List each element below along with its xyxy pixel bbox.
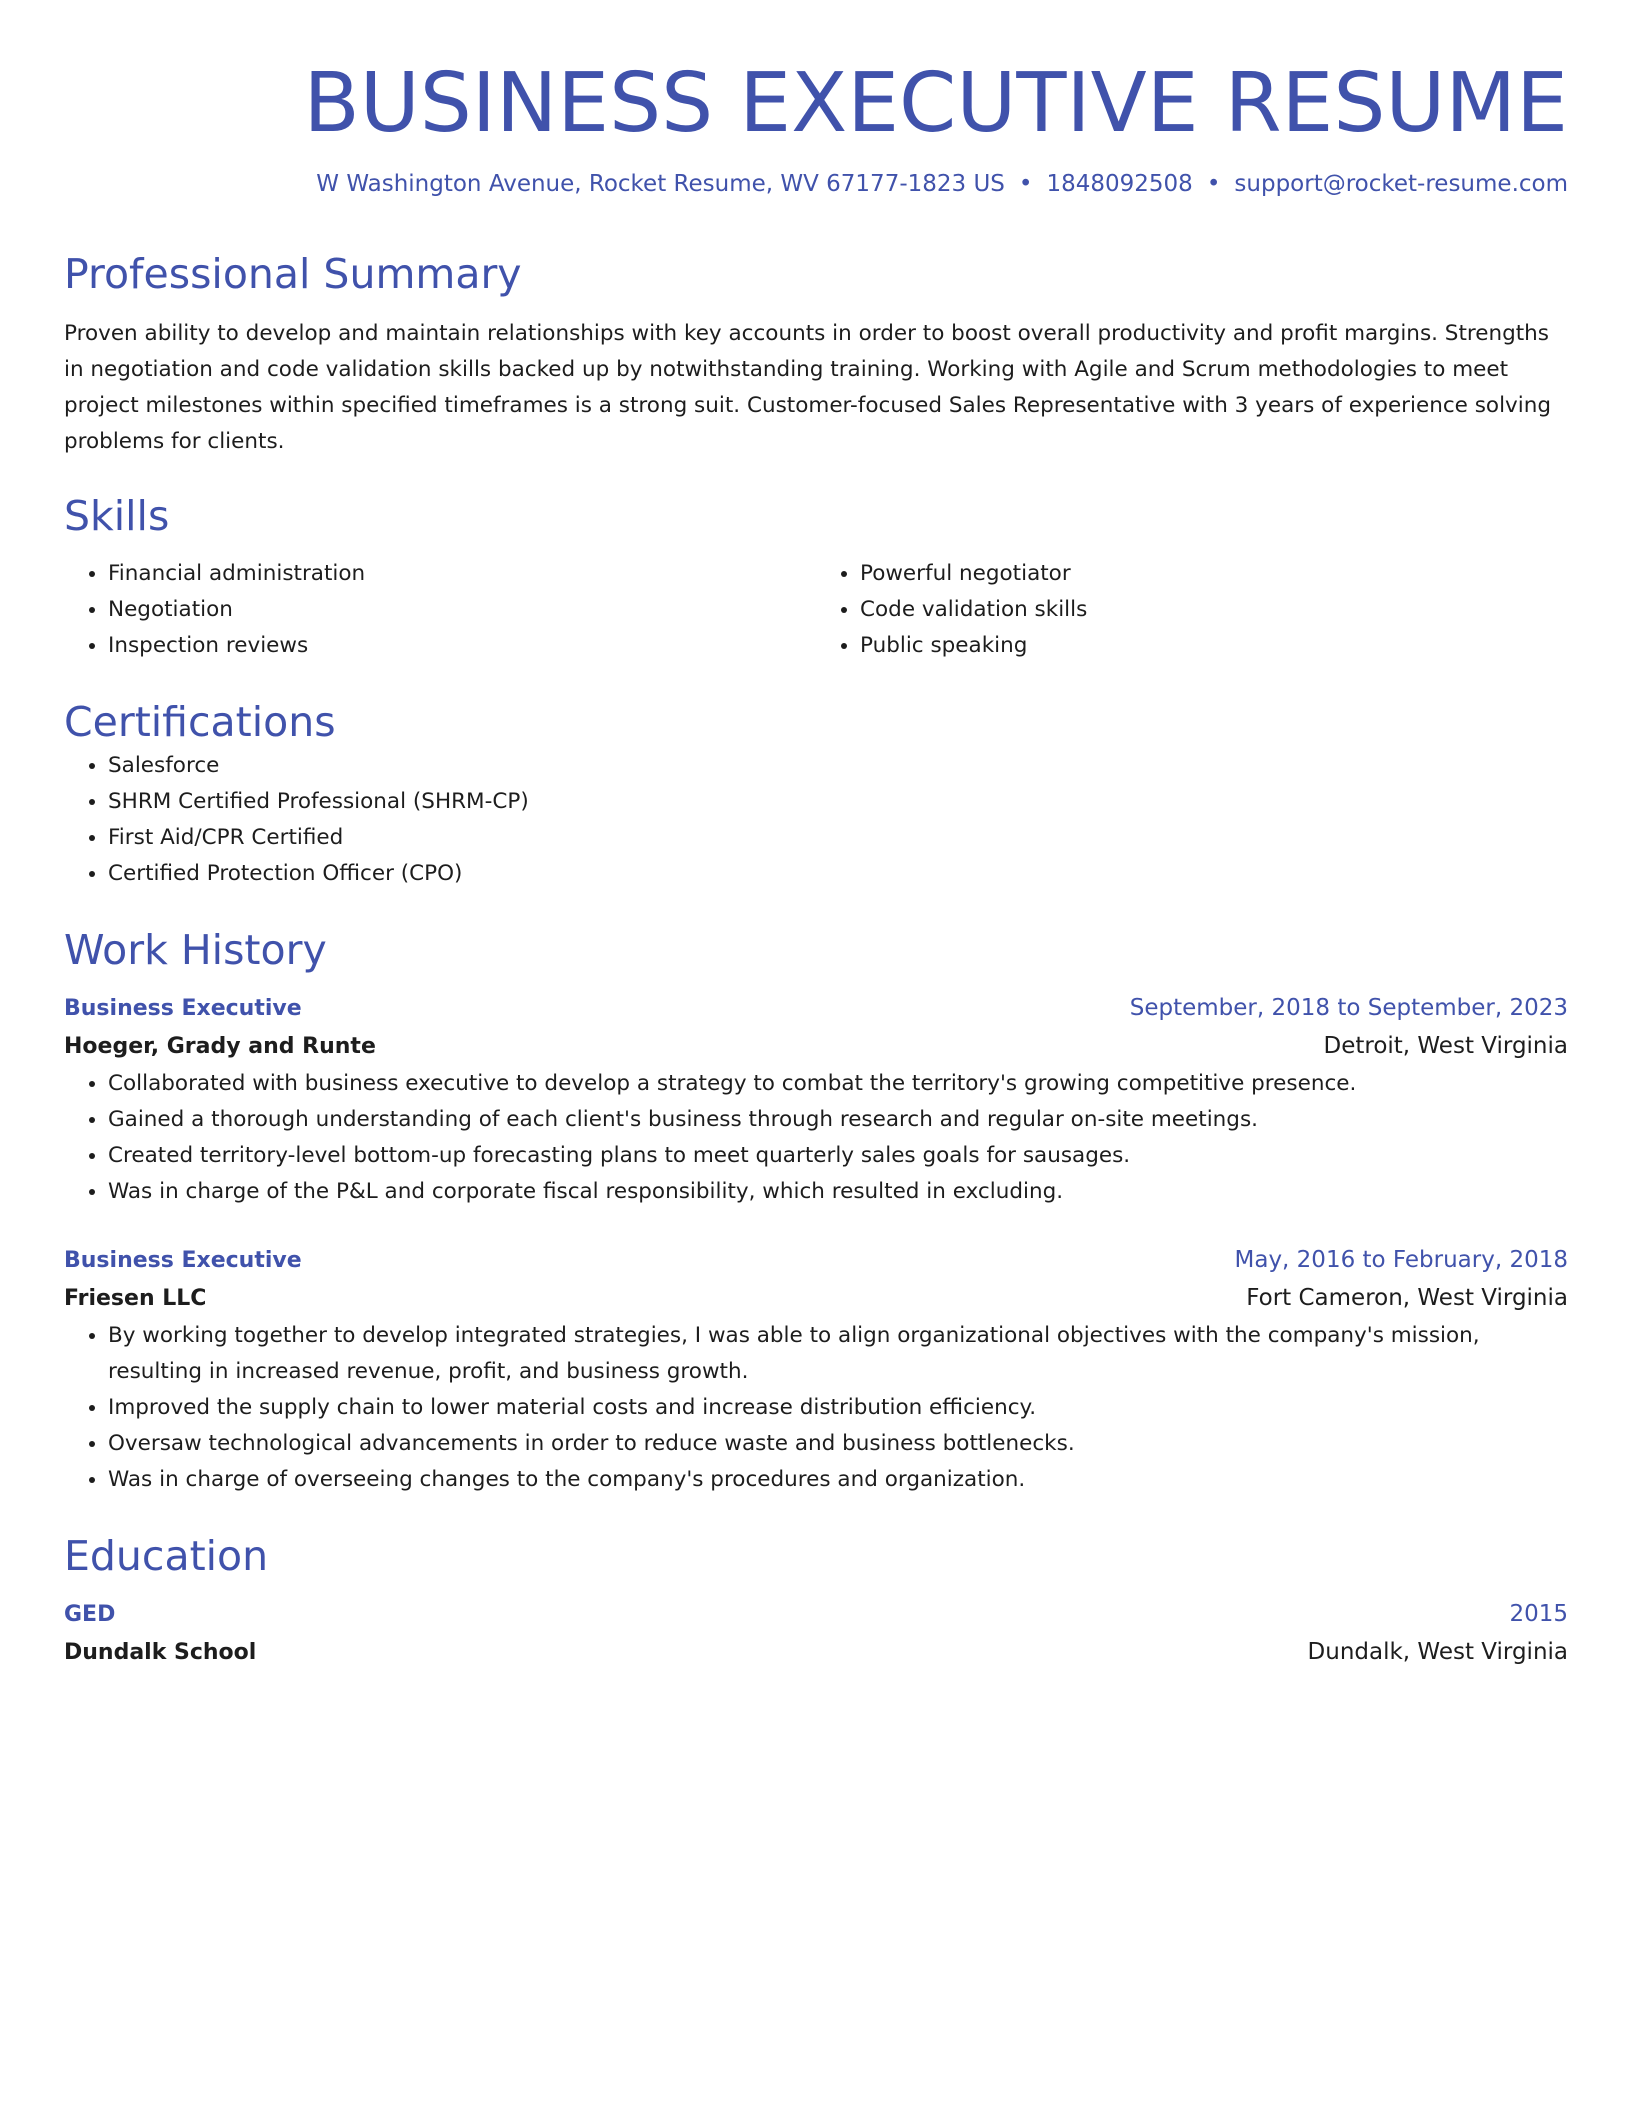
education-location: Dundalk, West Virginia <box>1307 1639 1568 1665</box>
job-location: Fort Cameron, West Virginia <box>1246 1285 1568 1311</box>
job-bullet: • Improved the supply chain to lower material costs and increase distribution efficiency. <box>108 1390 1568 1426</box>
education-school-row <box>64 1633 1568 1672</box>
certifications-heading: Certifications <box>64 698 336 746</box>
job-employer-row <box>64 1027 1568 1066</box>
education-year: 2015 <box>1509 1601 1568 1627</box>
job-entry <box>64 990 1568 1210</box>
certifications-list <box>64 748 1568 892</box>
skills-heading: Skills <box>64 492 170 540</box>
skill-item: • Financial administration <box>108 556 816 592</box>
work-history-heading: Work History <box>64 926 327 974</box>
skill-item: • Inspection reviews <box>108 628 816 664</box>
contact-address: W Washington Avenue, Rocket Resume, WV 67177-1823 US <box>316 171 1005 197</box>
contact-separator: • <box>1018 171 1033 197</box>
job-bullet: • Was in charge of the P&L and corporate fiscal responsibility, which resulted in excluding. <box>108 1174 1568 1210</box>
skills-list-right <box>816 556 1568 664</box>
education-school: Dundalk School <box>64 1640 257 1665</box>
skill-item: • Powerful negotiator <box>860 556 1568 592</box>
education-entry <box>64 1596 1568 1672</box>
education-heading: Education <box>64 1532 269 1580</box>
job-bullet: • Oversaw technological advancements in order to reduce waste and business bottlenecks. <box>108 1426 1568 1462</box>
job-bullets <box>64 1318 1568 1498</box>
skills-list-left <box>64 556 816 664</box>
job-employer-row <box>64 1279 1568 1318</box>
skills-grid <box>64 556 1568 664</box>
skills-section <box>64 490 1568 664</box>
job-bullet: • Was in charge of overseeing changes to the company's procedures and organization. <box>108 1462 1568 1498</box>
certification-item: • SHRM Certified Professional (SHRM-CP) <box>108 784 1568 820</box>
job-role: Business Executive <box>64 1248 302 1273</box>
summary-heading: Professional Summary <box>64 250 522 298</box>
summary-text: Proven ability to develop and maintain relationships with key accounts in order to boost overall productivity and profit margins. Strengths in negotiation and code validation skills backed up by notwithstanding training. Working with Agile and Scrum methodologies to meet project milestones within specified timeframes is a strong suit. Customer-focused Sales Representative with 3 years of experience solving problems for clients. <box>64 321 1552 454</box>
skill-item: • Code validation skills <box>860 592 1568 628</box>
skill-item: • Negotiation <box>108 592 816 628</box>
certification-item: • Certified Protection Officer (CPO) <box>108 856 1568 892</box>
contact-separator: • <box>1206 171 1221 197</box>
skill-item: • Public speaking <box>860 628 1568 664</box>
job-header-row <box>64 1242 1568 1279</box>
summary-section <box>64 248 1568 460</box>
job-bullet: • Gained a thorough understanding of each client's business through research and regular on-site meetings. <box>108 1102 1568 1138</box>
job-entry <box>64 1242 1568 1498</box>
job-bullet: • Created territory-level bottom-up forecasting plans to meet quarterly sales goals for sausages. <box>108 1138 1568 1174</box>
education-header-row <box>64 1596 1568 1633</box>
job-dates: May, 2016 to February, 2018 <box>1234 1247 1568 1273</box>
contact-email: support@rocket-resume.com <box>1234 171 1568 197</box>
job-bullet: • By working together to develop integrated strategies, I was able to align organizational objectives with the company's mission, resulting in increased revenue, profit, and business growth. <box>108 1318 1568 1390</box>
work-history-section <box>64 924 1568 1498</box>
resume-title: BUSINESS EXECUTIVE RESUME <box>303 56 1568 151</box>
job-employer: Hoeger, Grady and Runte <box>64 1034 376 1059</box>
education-section <box>64 1530 1568 1672</box>
job-role: Business Executive <box>64 996 302 1021</box>
certifications-section <box>64 696 1568 892</box>
job-location: Detroit, West Virginia <box>1323 1033 1568 1059</box>
job-dates: September, 2018 to September, 2023 <box>1129 995 1568 1021</box>
certification-item: • Salesforce <box>108 748 1568 784</box>
contact-line <box>64 168 1568 200</box>
contact-phone: 1848092508 <box>1046 171 1193 197</box>
job-bullet: • Collaborated with business executive to develop a strategy to combat the territory's growing competitive presence. <box>108 1066 1568 1102</box>
job-bullets <box>64 1066 1568 1210</box>
job-header-row <box>64 990 1568 1027</box>
job-employer: Friesen LLC <box>64 1286 207 1311</box>
certification-item: • First Aid/CPR Certified <box>108 820 1568 856</box>
education-degree: GED <box>64 1602 116 1627</box>
